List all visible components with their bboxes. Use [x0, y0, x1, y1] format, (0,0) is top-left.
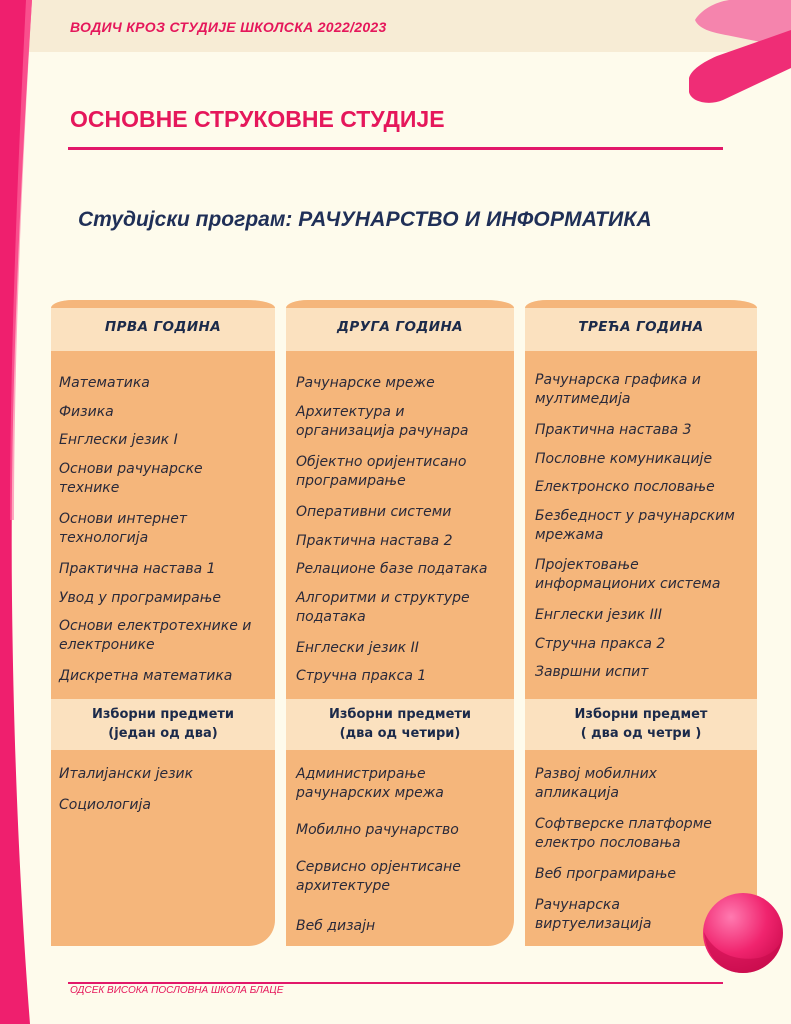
- course-item: Практична настава 3: [535, 422, 692, 438]
- course-item: Практична настава 2: [296, 533, 453, 549]
- year-tab: [286, 300, 514, 349]
- year-heading: ТРЕЋА ГОДИНА: [578, 319, 704, 335]
- year-tab: [525, 300, 757, 349]
- course-item: Енглески језик III: [535, 607, 662, 623]
- year-column-2: [286, 300, 514, 946]
- course-item: Основи рачунарске технике: [59, 461, 203, 496]
- course-item: Математика: [59, 375, 150, 391]
- elective-item: Администрирање рачунарских мрежа: [296, 766, 444, 801]
- year-column-1: [51, 300, 275, 946]
- course-item: Дискретна математика: [59, 668, 233, 684]
- program-name: РАЧУНАРСТВО И ИНФОРМАТИКА: [298, 208, 652, 231]
- year-column-3: [525, 300, 757, 946]
- year-heading: ПРВА ГОДИНА: [104, 319, 222, 335]
- course-item: Објектно оријентисано програмирање: [296, 454, 467, 489]
- course-item: Практична настава 1: [59, 561, 216, 577]
- course-item: Физика: [59, 404, 114, 420]
- course-item: Пројектовање информационих система: [535, 557, 721, 592]
- year-heading: ДРУГА ГОДИНА: [336, 319, 464, 335]
- elective-heading-line-2: (један од два): [108, 726, 218, 741]
- elective-item: Социологија: [59, 797, 151, 813]
- course-item: Увод у програмирање: [59, 590, 221, 606]
- course-item: Оперативни системи: [296, 504, 452, 520]
- elective-heading-line-1: Изборни предмети: [328, 707, 472, 722]
- program-prefix: Студијски програм:: [78, 208, 299, 231]
- elective-heading: [51, 699, 275, 748]
- elective-list: [51, 748, 275, 946]
- elective-item: Италијански језик: [59, 766, 194, 782]
- course-item: Основи интернет технологија: [59, 511, 188, 546]
- elective-heading-line-1: Изборни предмети: [91, 707, 235, 722]
- course-item: Основи електротехнике и електронике: [59, 618, 252, 653]
- footer-text: ОДСЕК ВИСОКА ПОСЛОВНА ШКОЛА БЛАЦЕ: [70, 985, 284, 996]
- elective-heading-line-1: Изборни предмет: [574, 707, 708, 722]
- course-item: Завршни испит: [535, 664, 649, 680]
- elective-heading-line-2: (два од четири): [339, 726, 461, 741]
- year-tab: [51, 300, 275, 349]
- course-item: Рачунарске мреже: [296, 375, 435, 391]
- decorative-ball: [702, 892, 784, 974]
- section-title: ОСНОВНЕ СТРУКОВНЕ СТУДИЈЕ: [70, 106, 445, 132]
- course-item: Стручна пракса 1: [296, 668, 427, 684]
- course-item: Алгоритми и структуре података: [296, 590, 470, 625]
- course-item: Енглески језик I: [59, 432, 178, 448]
- title-divider: [68, 147, 723, 150]
- course-item: Пословне комуникације: [535, 451, 713, 467]
- course-item: Безбедност у рачунарским мрежама: [535, 508, 735, 543]
- elective-list: [286, 748, 514, 946]
- course-list: [525, 349, 757, 699]
- elective-item: Веб програмирање: [535, 866, 677, 882]
- course-list: [286, 349, 514, 699]
- footer-divider: [68, 982, 723, 984]
- elective-heading: [525, 699, 757, 748]
- course-item: Архитектура и организација рачунара: [296, 404, 469, 439]
- elective-heading: [286, 699, 514, 748]
- corner-decoration: [681, 0, 791, 120]
- course-item: Енглески језик II: [296, 640, 419, 656]
- header-title: ВОДИЧ КРОЗ СТУДИЈЕ ШКОЛСКА 2022/2023: [70, 19, 387, 35]
- program-title: [78, 208, 652, 232]
- elective-item: Сервисно орјентисане архитектуре: [296, 859, 461, 894]
- course-item: Стручна пракса 2: [535, 636, 666, 652]
- elective-item: Софтверске платформе електро пословања: [535, 816, 712, 851]
- elective-item: Развој мобилних апликација: [535, 766, 657, 801]
- elective-heading-line-2: ( два од четри ): [580, 726, 702, 741]
- elective-item: Мобилно рачунарство: [296, 822, 459, 838]
- elective-item: Рачунарска виртуелизација: [535, 897, 652, 932]
- course-list: [51, 349, 275, 699]
- course-item: Релационе базе података: [296, 561, 488, 577]
- course-item: Електронско пословање: [535, 479, 715, 495]
- elective-item: Веб дизајн: [296, 918, 376, 934]
- course-item: Рачунарска графика и мултимедија: [535, 372, 701, 407]
